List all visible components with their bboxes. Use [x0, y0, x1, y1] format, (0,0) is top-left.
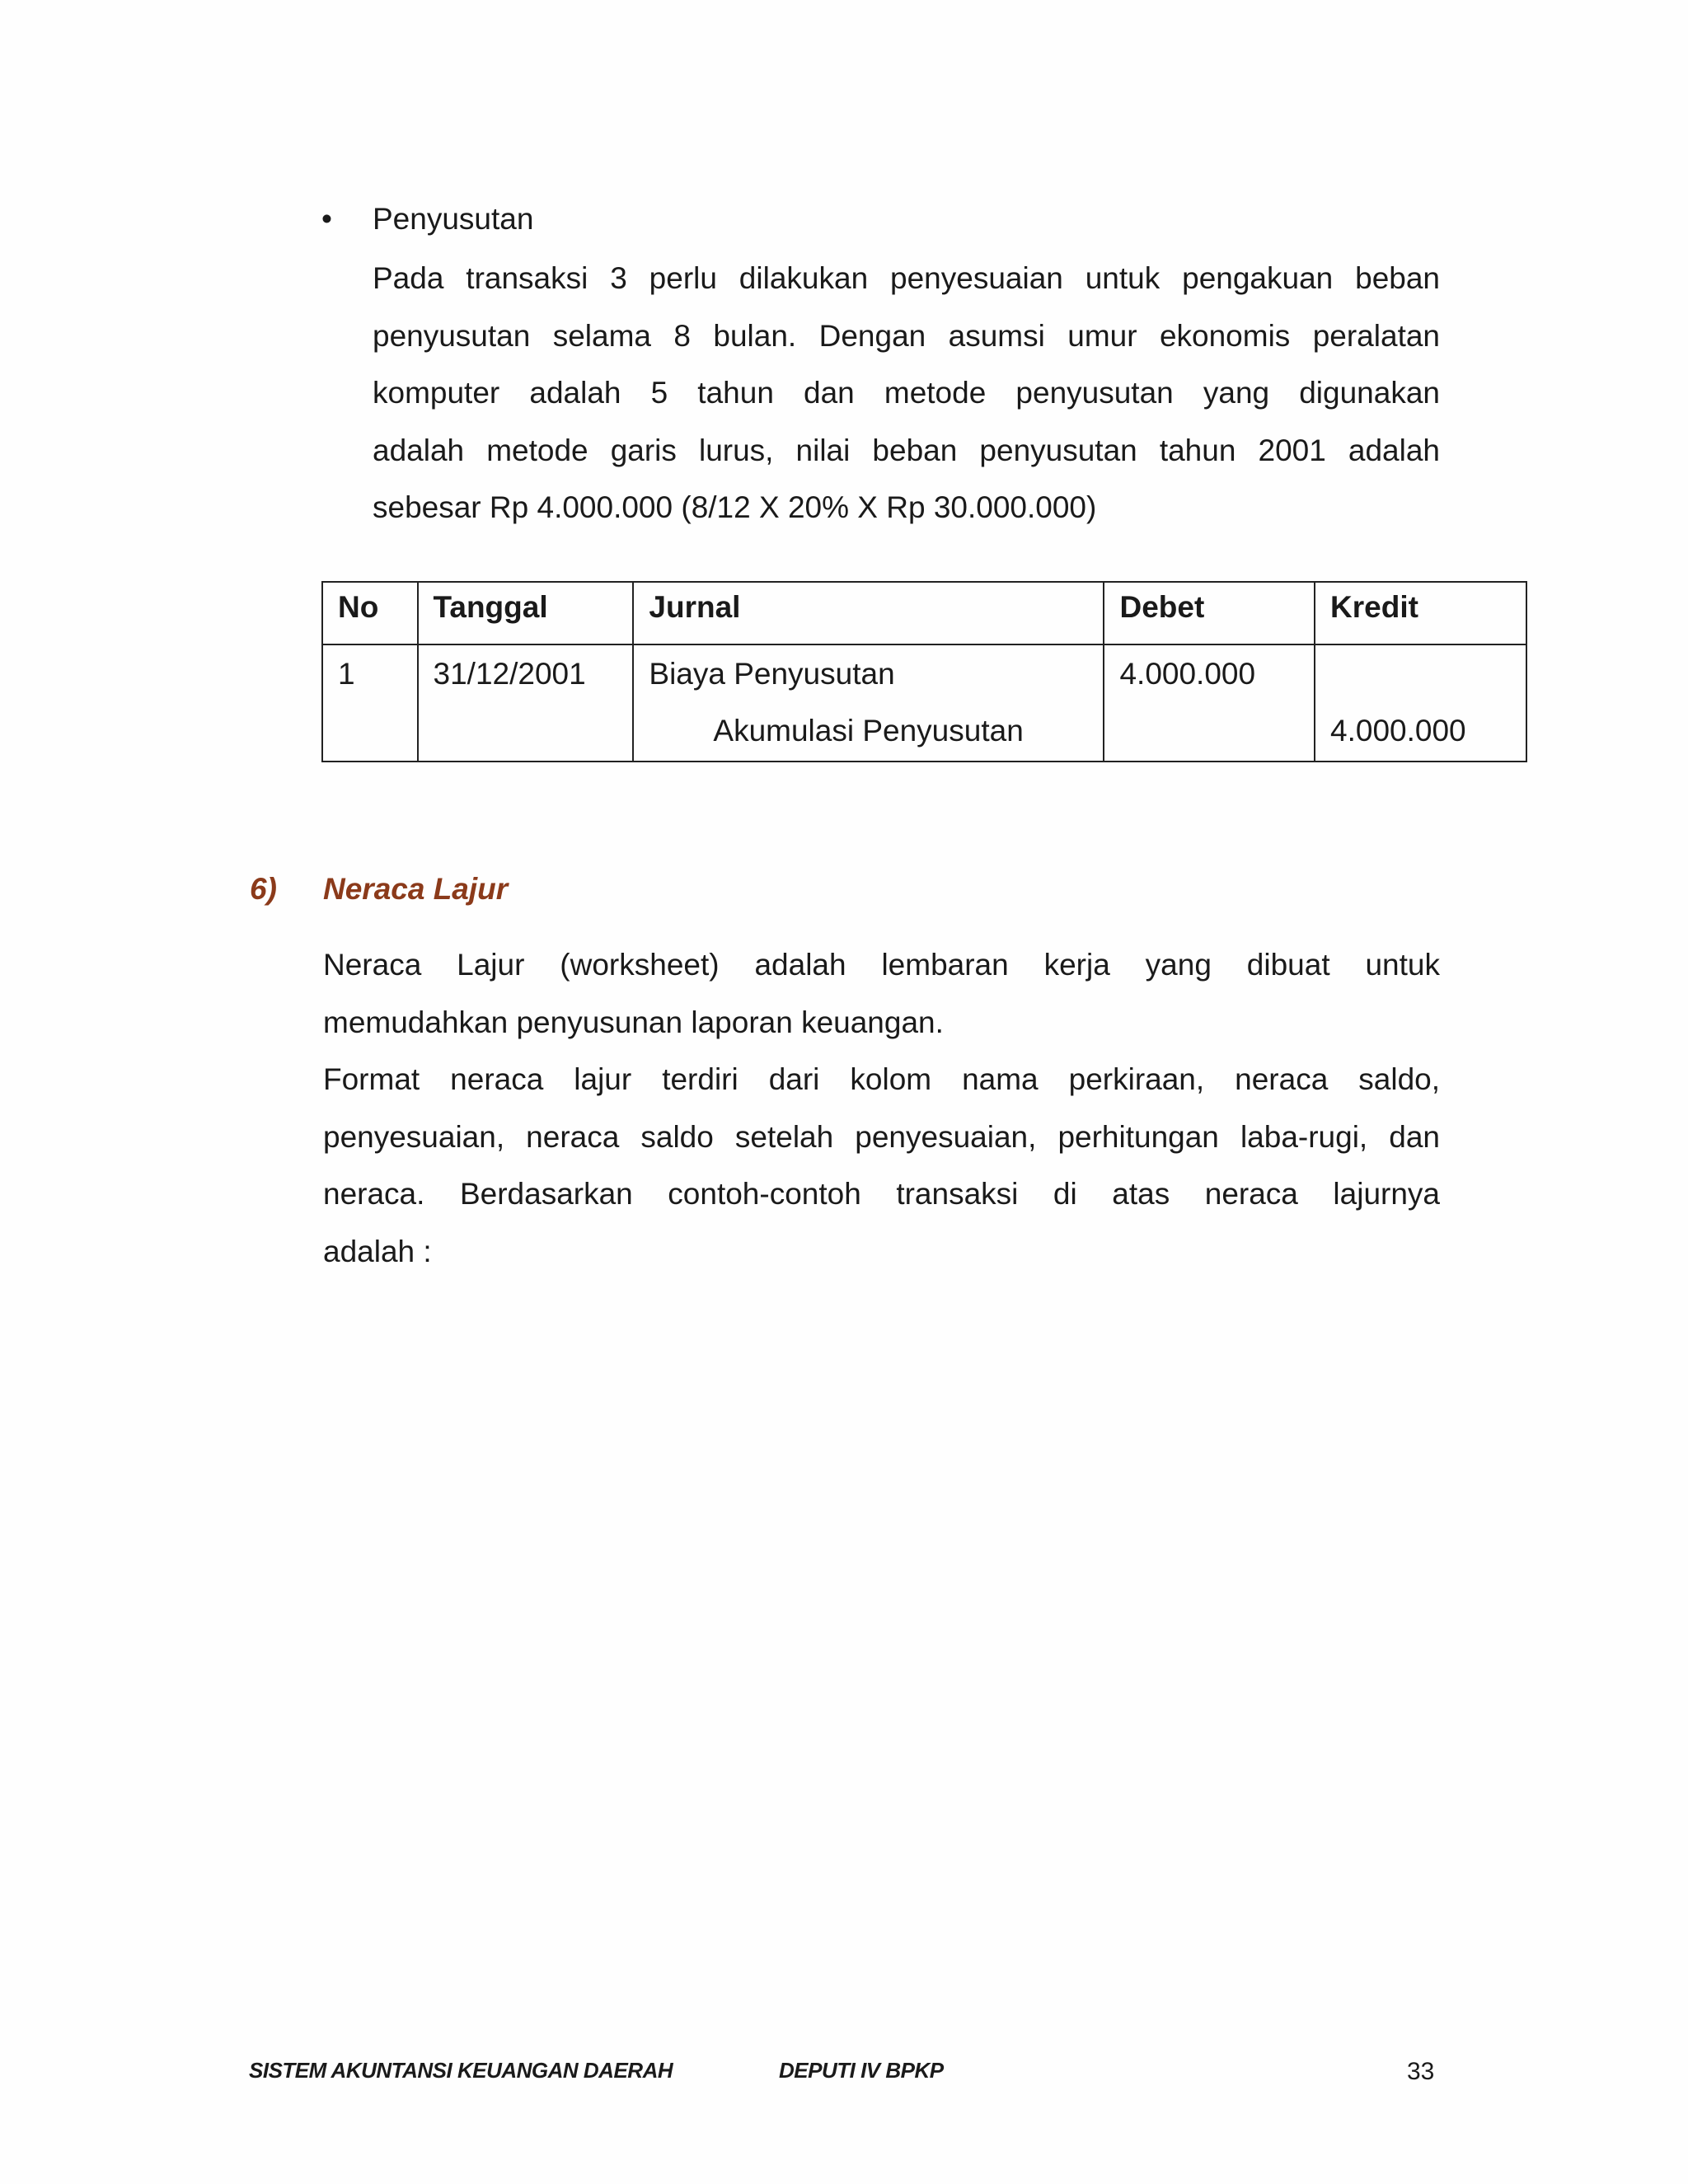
paragraph-line: penyesuaian, neraca saldo setelah penyesuaian, perhitungan laba-rugi, dan — [323, 1119, 1440, 1154]
cell-tanggal: 31/12/2001 — [418, 644, 634, 762]
journal-table — [321, 581, 1527, 762]
paragraph-line: adalah : — [323, 1234, 432, 1268]
paragraph-line: Pada transaksi 3 perlu dilakukan penyesuaian untuk pengakuan beban — [373, 261, 1440, 295]
header-kredit: Kredit — [1315, 582, 1526, 644]
cell-kredit — [1315, 644, 1526, 762]
section-title: Neraca Lajur — [323, 872, 509, 906]
kredit-value: 4.000.000 — [1330, 714, 1466, 748]
section-number: 6) — [250, 872, 277, 906]
worksheet-paragraph — [323, 936, 1440, 1280]
paragraph-line: penyusutan selama 8 bulan. Dengan asumsi umur ekonomis peralatan — [373, 318, 1440, 353]
paragraph-line: Neraca Lajur (worksheet) adalah lembaran kerja yang dibuat untuk — [323, 948, 1440, 982]
paragraph-line: memudahkan penyusunan laporan keuangan. — [323, 1005, 944, 1039]
debet-value: 4.000.000 — [1119, 657, 1256, 691]
paragraph-line: Format neraca lajur terdiri dari kolom nama perkiraan, neraca saldo, — [323, 1062, 1440, 1096]
jurnal-debit-account: Biaya Penyusutan — [649, 657, 895, 691]
jurnal-credit-account: Akumulasi Penyusutan — [713, 714, 1024, 748]
cell-debet — [1104, 644, 1315, 762]
depreciation-paragraph — [373, 250, 1440, 537]
paragraph-line: komputer adalah 5 tahun dan metode penyusutan yang digunakan — [373, 376, 1440, 410]
cell-jurnal — [633, 644, 1104, 762]
header-tanggal: Tanggal — [418, 582, 634, 644]
paragraph-line: sebesar Rp 4.000.000 (8/12 X 20% X Rp 30.000.000) — [373, 490, 1097, 524]
paragraph-line: adalah metode garis lurus, nilai beban penyusutan tahun 2001 adalah — [373, 433, 1440, 467]
paragraph-line: neraca. Berdasarkan contoh-contoh transaksi di atas neraca lajurnya — [323, 1177, 1440, 1211]
table-row — [322, 644, 1526, 762]
bullet-dot: • — [321, 202, 332, 236]
page-number: 33 — [1407, 2058, 1435, 2085]
header-debet: Debet — [1104, 582, 1315, 644]
table-header-row — [322, 582, 1526, 644]
cell-no: 1 — [322, 644, 418, 762]
bullet-heading: Penyusutan — [373, 202, 534, 236]
header-jurnal: Jurnal — [633, 582, 1104, 644]
footer-organization: DEPUTI IV BPKP — [779, 2058, 944, 2083]
footer-document-title: SISTEM AKUNTANSI KEUANGAN DAERAH — [249, 2058, 673, 2083]
header-no: No — [322, 582, 418, 644]
